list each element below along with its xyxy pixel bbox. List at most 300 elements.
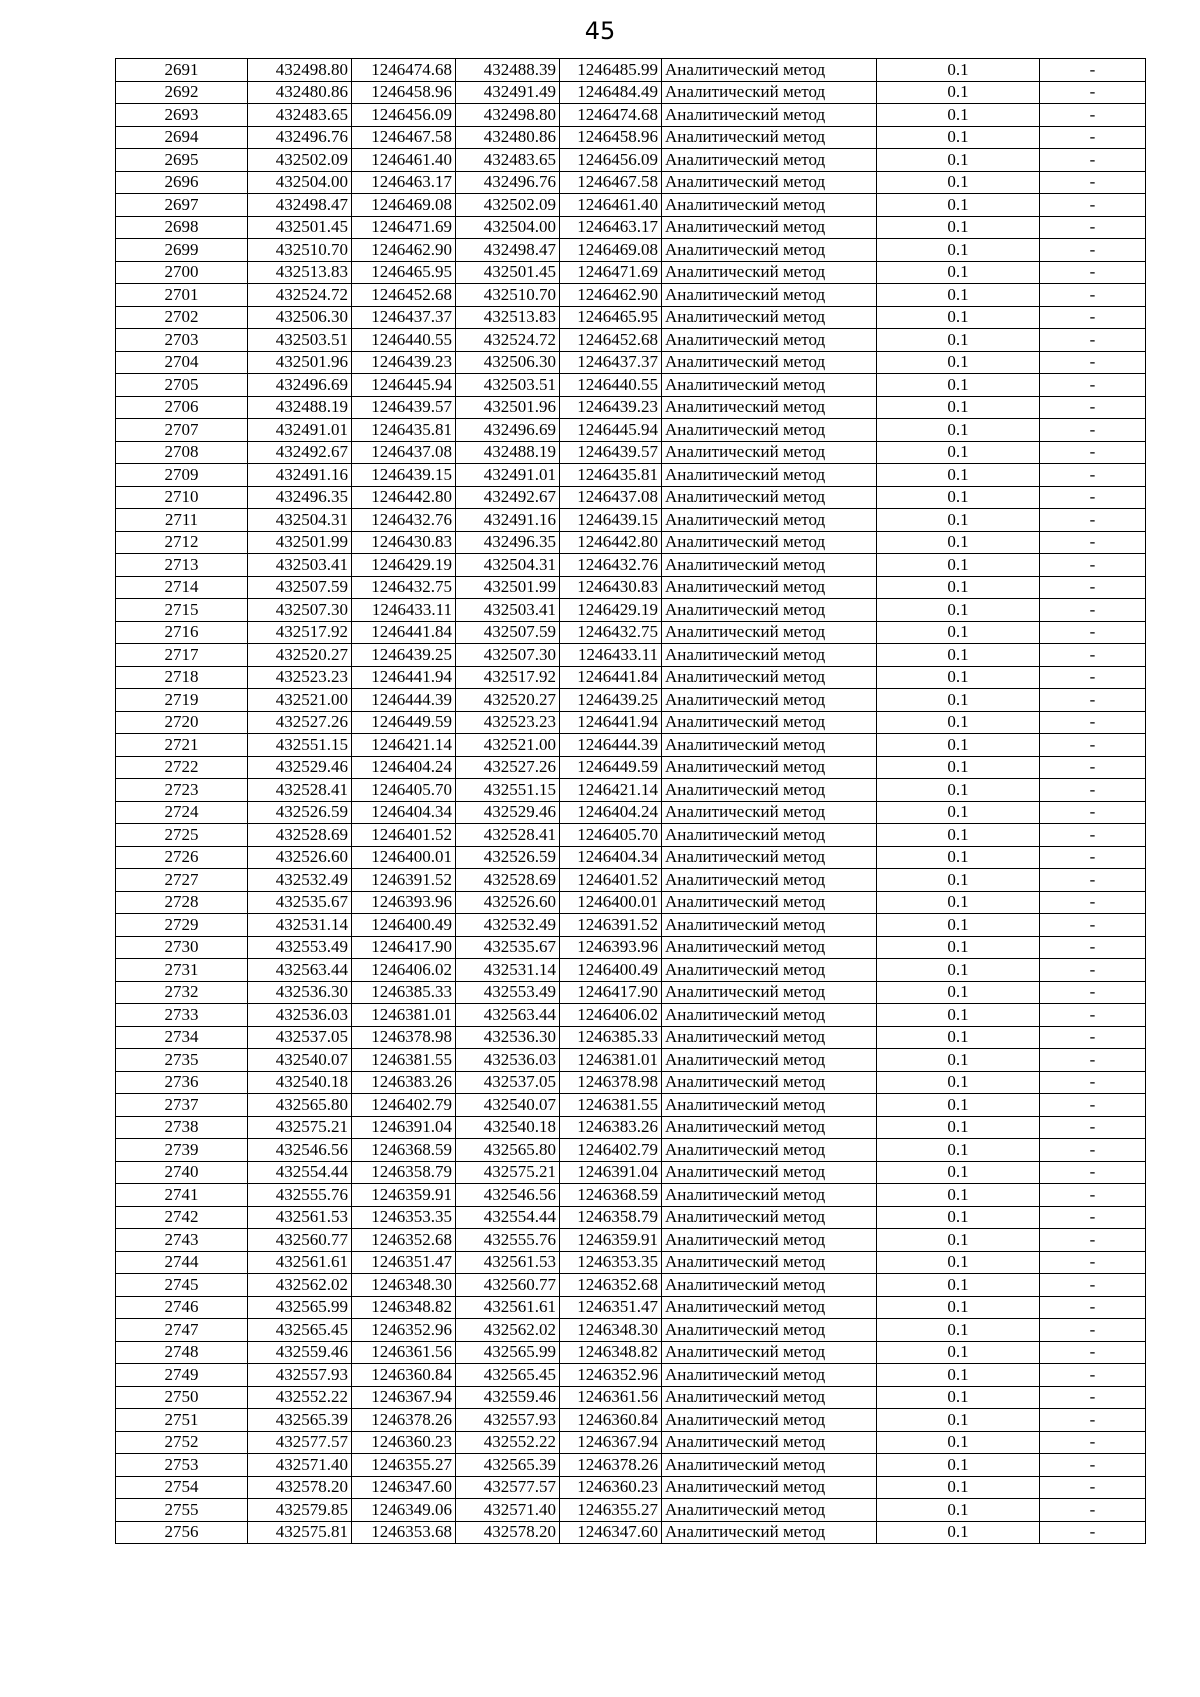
accuracy-cell: 0.1 (877, 486, 1040, 509)
previous-y-coordinate-cell: 1246474.68 (560, 104, 662, 127)
previous-y-coordinate-cell: 1246449.59 (560, 756, 662, 779)
previous-x-coordinate-cell: 432507.30 (456, 644, 560, 667)
x-coordinate-cell: 432540.18 (248, 1071, 352, 1094)
table-row (116, 284, 1146, 307)
note-cell: - (1040, 666, 1146, 689)
point-number-cell: 2741 (116, 1184, 248, 1207)
accuracy-cell: 0.1 (877, 1319, 1040, 1342)
previous-y-coordinate-cell: 1246359.91 (560, 1229, 662, 1252)
point-number-cell: 2705 (116, 374, 248, 397)
accuracy-cell: 0.1 (877, 1431, 1040, 1454)
y-coordinate-cell: 1246439.15 (352, 464, 456, 487)
note-cell: - (1040, 171, 1146, 194)
previous-x-coordinate-cell: 432502.09 (456, 194, 560, 217)
x-coordinate-cell: 432498.80 (248, 59, 352, 82)
table-row (116, 1319, 1146, 1342)
table-row (116, 1499, 1146, 1522)
x-coordinate-cell: 432507.59 (248, 576, 352, 599)
previous-x-coordinate-cell: 432559.46 (456, 1386, 560, 1409)
method-cell: Аналитический метод (662, 239, 877, 262)
note-cell: - (1040, 711, 1146, 734)
previous-x-coordinate-cell: 432488.39 (456, 59, 560, 82)
x-coordinate-cell: 432501.45 (248, 216, 352, 239)
y-coordinate-cell: 1246430.83 (352, 531, 456, 554)
x-coordinate-cell: 432503.41 (248, 554, 352, 577)
x-coordinate-cell: 432557.93 (248, 1364, 352, 1387)
y-coordinate-cell: 1246400.01 (352, 846, 456, 869)
previous-y-coordinate-cell: 1246378.26 (560, 1454, 662, 1477)
previous-y-coordinate-cell: 1246439.25 (560, 689, 662, 712)
point-number-cell: 2731 (116, 959, 248, 982)
accuracy-cell: 0.1 (877, 599, 1040, 622)
y-coordinate-cell: 1246433.11 (352, 599, 456, 622)
table-row (116, 1206, 1146, 1229)
previous-y-coordinate-cell: 1246352.96 (560, 1364, 662, 1387)
table-row (116, 81, 1146, 104)
x-coordinate-cell: 432504.00 (248, 171, 352, 194)
table-row (116, 891, 1146, 914)
point-number-cell: 2699 (116, 239, 248, 262)
method-cell: Аналитический метод (662, 576, 877, 599)
previous-x-coordinate-cell: 432498.47 (456, 239, 560, 262)
y-coordinate-cell: 1246444.39 (352, 689, 456, 712)
note-cell: - (1040, 1386, 1146, 1409)
method-cell: Аналитический метод (662, 1071, 877, 1094)
note-cell: - (1040, 1161, 1146, 1184)
point-number-cell: 2719 (116, 689, 248, 712)
previous-x-coordinate-cell: 432531.14 (456, 959, 560, 982)
note-cell: - (1040, 801, 1146, 824)
previous-x-coordinate-cell: 432540.07 (456, 1094, 560, 1117)
y-coordinate-cell: 1246402.79 (352, 1094, 456, 1117)
table-row (116, 531, 1146, 554)
table-row (116, 1409, 1146, 1432)
previous-x-coordinate-cell: 432501.45 (456, 261, 560, 284)
previous-x-coordinate-cell: 432552.22 (456, 1431, 560, 1454)
previous-x-coordinate-cell: 432491.01 (456, 464, 560, 487)
previous-x-coordinate-cell: 432565.80 (456, 1139, 560, 1162)
point-number-cell: 2735 (116, 1049, 248, 1072)
point-number-cell: 2716 (116, 621, 248, 644)
previous-x-coordinate-cell: 432480.86 (456, 126, 560, 149)
previous-x-coordinate-cell: 432561.53 (456, 1251, 560, 1274)
previous-x-coordinate-cell: 432529.46 (456, 801, 560, 824)
note-cell: - (1040, 486, 1146, 509)
point-number-cell: 2730 (116, 936, 248, 959)
previous-y-coordinate-cell: 1246381.55 (560, 1094, 662, 1117)
method-cell: Аналитический метод (662, 621, 877, 644)
table-row (116, 1454, 1146, 1477)
method-cell: Аналитический метод (662, 81, 877, 104)
table-row (116, 1184, 1146, 1207)
point-number-cell: 2738 (116, 1116, 248, 1139)
x-coordinate-cell: 432528.41 (248, 779, 352, 802)
point-number-cell: 2717 (116, 644, 248, 667)
method-cell: Аналитический метод (662, 1139, 877, 1162)
y-coordinate-cell: 1246393.96 (352, 891, 456, 914)
previous-y-coordinate-cell: 1246439.23 (560, 396, 662, 419)
previous-x-coordinate-cell: 432488.19 (456, 441, 560, 464)
method-cell: Аналитический метод (662, 959, 877, 982)
note-cell: - (1040, 734, 1146, 757)
method-cell: Аналитический метод (662, 306, 877, 329)
previous-y-coordinate-cell: 1246361.56 (560, 1386, 662, 1409)
point-number-cell: 2750 (116, 1386, 248, 1409)
table-row (116, 261, 1146, 284)
method-cell: Аналитический метод (662, 711, 877, 734)
table-row (116, 599, 1146, 622)
previous-y-coordinate-cell: 1246352.68 (560, 1274, 662, 1297)
accuracy-cell: 0.1 (877, 1049, 1040, 1072)
note-cell: - (1040, 374, 1146, 397)
y-coordinate-cell: 1246352.96 (352, 1319, 456, 1342)
y-coordinate-cell: 1246348.82 (352, 1296, 456, 1319)
note-cell: - (1040, 846, 1146, 869)
point-number-cell: 2709 (116, 464, 248, 487)
previous-y-coordinate-cell: 1246458.96 (560, 126, 662, 149)
x-coordinate-cell: 432526.60 (248, 846, 352, 869)
note-cell: - (1040, 284, 1146, 307)
point-number-cell: 2725 (116, 824, 248, 847)
accuracy-cell: 0.1 (877, 891, 1040, 914)
note-cell: - (1040, 1049, 1146, 1072)
point-number-cell: 2711 (116, 509, 248, 532)
point-number-cell: 2701 (116, 284, 248, 307)
accuracy-cell: 0.1 (877, 644, 1040, 667)
accuracy-cell: 0.1 (877, 216, 1040, 239)
y-coordinate-cell: 1246449.59 (352, 711, 456, 734)
y-coordinate-cell: 1246437.08 (352, 441, 456, 464)
method-cell: Аналитический метод (662, 396, 877, 419)
note-cell: - (1040, 1499, 1146, 1522)
point-number-cell: 2702 (116, 306, 248, 329)
method-cell: Аналитический метод (662, 126, 877, 149)
y-coordinate-cell: 1246358.79 (352, 1161, 456, 1184)
table-row (116, 711, 1146, 734)
note-cell: - (1040, 149, 1146, 172)
accuracy-cell: 0.1 (877, 329, 1040, 352)
x-coordinate-cell: 432523.23 (248, 666, 352, 689)
previous-x-coordinate-cell: 432540.18 (456, 1116, 560, 1139)
accuracy-cell: 0.1 (877, 1184, 1040, 1207)
x-coordinate-cell: 432510.70 (248, 239, 352, 262)
accuracy-cell: 0.1 (877, 1229, 1040, 1252)
previous-y-coordinate-cell: 1246461.40 (560, 194, 662, 217)
point-number-cell: 2691 (116, 59, 248, 82)
x-coordinate-cell: 432565.39 (248, 1409, 352, 1432)
note-cell: - (1040, 1071, 1146, 1094)
method-cell: Аналитический метод (662, 486, 877, 509)
table-row (116, 756, 1146, 779)
note-cell: - (1040, 1184, 1146, 1207)
x-coordinate-cell: 432521.00 (248, 689, 352, 712)
method-cell: Аналитический метод (662, 1341, 877, 1364)
previous-y-coordinate-cell: 1246469.08 (560, 239, 662, 262)
x-coordinate-cell: 432488.19 (248, 396, 352, 419)
point-number-cell: 2743 (116, 1229, 248, 1252)
point-number-cell: 2695 (116, 149, 248, 172)
y-coordinate-cell: 1246421.14 (352, 734, 456, 757)
previous-y-coordinate-cell: 1246432.75 (560, 621, 662, 644)
method-cell: Аналитический метод (662, 216, 877, 239)
point-number-cell: 2724 (116, 801, 248, 824)
note-cell: - (1040, 1094, 1146, 1117)
method-cell: Аналитический метод (662, 284, 877, 307)
note-cell: - (1040, 1521, 1146, 1544)
x-coordinate-cell: 432506.30 (248, 306, 352, 329)
previous-y-coordinate-cell: 1246462.90 (560, 284, 662, 307)
y-coordinate-cell: 1246458.96 (352, 81, 456, 104)
table-row (116, 1251, 1146, 1274)
accuracy-cell: 0.1 (877, 576, 1040, 599)
previous-x-coordinate-cell: 432546.56 (456, 1184, 560, 1207)
point-number-cell: 2693 (116, 104, 248, 127)
x-coordinate-cell: 432491.16 (248, 464, 352, 487)
x-coordinate-cell: 432527.26 (248, 711, 352, 734)
x-coordinate-cell: 432502.09 (248, 149, 352, 172)
method-cell: Аналитический метод (662, 149, 877, 172)
method-cell: Аналитический метод (662, 531, 877, 554)
previous-y-coordinate-cell: 1246383.26 (560, 1116, 662, 1139)
previous-x-coordinate-cell: 432527.26 (456, 756, 560, 779)
method-cell: Аналитический метод (662, 891, 877, 914)
x-coordinate-cell: 432496.35 (248, 486, 352, 509)
method-cell: Аналитический метод (662, 1476, 877, 1499)
accuracy-cell: 0.1 (877, 1521, 1040, 1544)
previous-y-coordinate-cell: 1246437.37 (560, 351, 662, 374)
x-coordinate-cell: 432565.80 (248, 1094, 352, 1117)
accuracy-cell: 0.1 (877, 171, 1040, 194)
table-row (116, 1004, 1146, 1027)
previous-y-coordinate-cell: 1246471.69 (560, 261, 662, 284)
y-coordinate-cell: 1246353.35 (352, 1206, 456, 1229)
note-cell: - (1040, 1206, 1146, 1229)
y-coordinate-cell: 1246441.94 (352, 666, 456, 689)
y-coordinate-cell: 1246429.19 (352, 554, 456, 577)
previous-y-coordinate-cell: 1246367.94 (560, 1431, 662, 1454)
method-cell: Аналитический метод (662, 351, 877, 374)
note-cell: - (1040, 351, 1146, 374)
table-row (116, 149, 1146, 172)
accuracy-cell: 0.1 (877, 1094, 1040, 1117)
previous-y-coordinate-cell: 1246432.76 (560, 554, 662, 577)
accuracy-cell: 0.1 (877, 959, 1040, 982)
previous-y-coordinate-cell: 1246405.70 (560, 824, 662, 847)
note-cell: - (1040, 194, 1146, 217)
y-coordinate-cell: 1246404.24 (352, 756, 456, 779)
method-cell: Аналитический метод (662, 846, 877, 869)
x-coordinate-cell: 432504.31 (248, 509, 352, 532)
table-row (116, 351, 1146, 374)
x-coordinate-cell: 432565.45 (248, 1319, 352, 1342)
point-number-cell: 2723 (116, 779, 248, 802)
coordinates-table (115, 58, 1146, 1544)
previous-x-coordinate-cell: 432491.16 (456, 509, 560, 532)
accuracy-cell: 0.1 (877, 1274, 1040, 1297)
table-row (116, 1364, 1146, 1387)
y-coordinate-cell: 1246353.68 (352, 1521, 456, 1544)
accuracy-cell: 0.1 (877, 441, 1040, 464)
x-coordinate-cell: 432562.02 (248, 1274, 352, 1297)
note-cell: - (1040, 644, 1146, 667)
accuracy-cell: 0.1 (877, 464, 1040, 487)
point-number-cell: 2715 (116, 599, 248, 622)
x-coordinate-cell: 432526.59 (248, 801, 352, 824)
table-row (116, 396, 1146, 419)
point-number-cell: 2748 (116, 1341, 248, 1364)
note-cell: - (1040, 756, 1146, 779)
table-row (116, 1431, 1146, 1454)
y-coordinate-cell: 1246456.09 (352, 104, 456, 127)
x-coordinate-cell: 432560.77 (248, 1229, 352, 1252)
previous-y-coordinate-cell: 1246430.83 (560, 576, 662, 599)
method-cell: Аналитический метод (662, 374, 877, 397)
point-number-cell: 2704 (116, 351, 248, 374)
previous-x-coordinate-cell: 432555.76 (456, 1229, 560, 1252)
point-number-cell: 2747 (116, 1319, 248, 1342)
previous-x-coordinate-cell: 432496.35 (456, 531, 560, 554)
coordinates-table-body (116, 59, 1146, 1544)
point-number-cell: 2744 (116, 1251, 248, 1274)
x-coordinate-cell: 432561.61 (248, 1251, 352, 1274)
table-row (116, 306, 1146, 329)
method-cell: Аналитический метод (662, 1521, 877, 1544)
previous-x-coordinate-cell: 432554.44 (456, 1206, 560, 1229)
previous-x-coordinate-cell: 432577.57 (456, 1476, 560, 1499)
table-row (116, 216, 1146, 239)
accuracy-cell: 0.1 (877, 779, 1040, 802)
table-row (116, 1094, 1146, 1117)
note-cell: - (1040, 306, 1146, 329)
previous-y-coordinate-cell: 1246400.01 (560, 891, 662, 914)
previous-x-coordinate-cell: 432492.67 (456, 486, 560, 509)
y-coordinate-cell: 1246467.58 (352, 126, 456, 149)
previous-x-coordinate-cell: 432537.05 (456, 1071, 560, 1094)
previous-y-coordinate-cell: 1246391.52 (560, 914, 662, 937)
method-cell: Аналитический метод (662, 329, 877, 352)
previous-x-coordinate-cell: 432565.45 (456, 1364, 560, 1387)
accuracy-cell: 0.1 (877, 419, 1040, 442)
table-row (116, 1521, 1146, 1544)
point-number-cell: 2729 (116, 914, 248, 937)
method-cell: Аналитический метод (662, 599, 877, 622)
previous-y-coordinate-cell: 1246485.99 (560, 59, 662, 82)
table-row (116, 1026, 1146, 1049)
accuracy-cell: 0.1 (877, 666, 1040, 689)
accuracy-cell: 0.1 (877, 149, 1040, 172)
previous-y-coordinate-cell: 1246385.33 (560, 1026, 662, 1049)
previous-x-coordinate-cell: 432553.49 (456, 981, 560, 1004)
note-cell: - (1040, 1229, 1146, 1252)
x-coordinate-cell: 432496.69 (248, 374, 352, 397)
previous-y-coordinate-cell: 1246467.58 (560, 171, 662, 194)
previous-y-coordinate-cell: 1246360.84 (560, 1409, 662, 1432)
accuracy-cell: 0.1 (877, 1161, 1040, 1184)
previous-x-coordinate-cell: 432513.83 (456, 306, 560, 329)
x-coordinate-cell: 432559.46 (248, 1341, 352, 1364)
table-row (116, 126, 1146, 149)
note-cell: - (1040, 936, 1146, 959)
previous-y-coordinate-cell: 1246400.49 (560, 959, 662, 982)
previous-y-coordinate-cell: 1246465.95 (560, 306, 662, 329)
method-cell: Аналитический метод (662, 869, 877, 892)
note-cell: - (1040, 261, 1146, 284)
accuracy-cell: 0.1 (877, 396, 1040, 419)
note-cell: - (1040, 1476, 1146, 1499)
y-coordinate-cell: 1246445.94 (352, 374, 456, 397)
note-cell: - (1040, 1364, 1146, 1387)
y-coordinate-cell: 1246385.33 (352, 981, 456, 1004)
previous-y-coordinate-cell: 1246368.59 (560, 1184, 662, 1207)
accuracy-cell: 0.1 (877, 869, 1040, 892)
table-row (116, 441, 1146, 464)
table-row (116, 1386, 1146, 1409)
previous-y-coordinate-cell: 1246348.82 (560, 1341, 662, 1364)
x-coordinate-cell: 432578.20 (248, 1476, 352, 1499)
y-coordinate-cell: 1246439.25 (352, 644, 456, 667)
x-coordinate-cell: 432513.83 (248, 261, 352, 284)
point-number-cell: 2707 (116, 419, 248, 442)
previous-y-coordinate-cell: 1246441.94 (560, 711, 662, 734)
point-number-cell: 2754 (116, 1476, 248, 1499)
method-cell: Аналитический метод (662, 509, 877, 532)
method-cell: Аналитический метод (662, 1386, 877, 1409)
method-cell: Аналитический метод (662, 419, 877, 442)
table-row (116, 419, 1146, 442)
previous-y-coordinate-cell: 1246442.80 (560, 531, 662, 554)
note-cell: - (1040, 329, 1146, 352)
table-row (116, 869, 1146, 892)
x-coordinate-cell: 432531.14 (248, 914, 352, 937)
method-cell: Аналитический метод (662, 1094, 877, 1117)
accuracy-cell: 0.1 (877, 1206, 1040, 1229)
table-row (116, 1071, 1146, 1094)
previous-y-coordinate-cell: 1246360.23 (560, 1476, 662, 1499)
y-coordinate-cell: 1246442.80 (352, 486, 456, 509)
method-cell: Аналитический метод (662, 936, 877, 959)
previous-x-coordinate-cell: 432507.59 (456, 621, 560, 644)
point-number-cell: 2697 (116, 194, 248, 217)
method-cell: Аналитический метод (662, 756, 877, 779)
x-coordinate-cell: 432537.05 (248, 1026, 352, 1049)
y-coordinate-cell: 1246439.23 (352, 351, 456, 374)
previous-x-coordinate-cell: 432496.69 (456, 419, 560, 442)
note-cell: - (1040, 1296, 1146, 1319)
y-coordinate-cell: 1246367.94 (352, 1386, 456, 1409)
previous-x-coordinate-cell: 432510.70 (456, 284, 560, 307)
y-coordinate-cell: 1246383.26 (352, 1071, 456, 1094)
previous-x-coordinate-cell: 432526.59 (456, 846, 560, 869)
accuracy-cell: 0.1 (877, 981, 1040, 1004)
y-coordinate-cell: 1246417.90 (352, 936, 456, 959)
accuracy-cell: 0.1 (877, 1409, 1040, 1432)
y-coordinate-cell: 1246405.70 (352, 779, 456, 802)
note-cell: - (1040, 396, 1146, 419)
accuracy-cell: 0.1 (877, 1386, 1040, 1409)
note-cell: - (1040, 104, 1146, 127)
y-coordinate-cell: 1246469.08 (352, 194, 456, 217)
accuracy-cell: 0.1 (877, 194, 1040, 217)
previous-x-coordinate-cell: 432524.72 (456, 329, 560, 352)
accuracy-cell: 0.1 (877, 59, 1040, 82)
previous-x-coordinate-cell: 432535.67 (456, 936, 560, 959)
y-coordinate-cell: 1246435.81 (352, 419, 456, 442)
x-coordinate-cell: 432579.85 (248, 1499, 352, 1522)
note-cell: - (1040, 1004, 1146, 1027)
y-coordinate-cell: 1246381.55 (352, 1049, 456, 1072)
method-cell: Аналитический метод (662, 1004, 877, 1027)
point-number-cell: 2746 (116, 1296, 248, 1319)
